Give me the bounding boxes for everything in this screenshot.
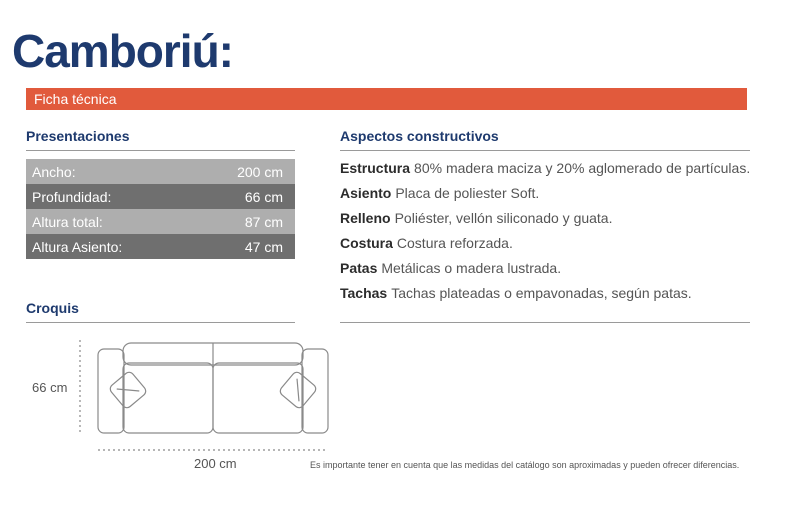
aspect-label: Relleno (340, 210, 391, 226)
aspect-text: Metálicas o madera lustrada. (381, 260, 562, 276)
spec-label: Ancho: (32, 163, 76, 180)
aspectos-bottom-divider (340, 322, 750, 323)
aspect-text: Placa de poliester Soft. (395, 185, 540, 201)
aspectos-list (340, 160, 760, 310)
aspect-row-costura (340, 235, 760, 260)
disclaimer-note: Es importante tener en cuenta que las medidas del catálogo son aproximadas y pueden ofrecer diferencias. (310, 460, 740, 470)
spec-row-altura-total (26, 209, 295, 234)
spec-label: Profundidad: (32, 188, 112, 205)
sofa-cushion-right (213, 363, 303, 433)
aspect-row-asiento (340, 185, 760, 210)
presentaciones-divider (26, 150, 295, 151)
aspect-label: Costura (340, 235, 393, 251)
ficha-tecnica-band (26, 88, 747, 110)
spec-label: Altura Asiento: (32, 238, 123, 255)
sofa-pillow-right (278, 370, 317, 409)
presentaciones-heading: Presentaciones (26, 128, 130, 144)
aspect-text: Costura reforzada. (396, 235, 513, 251)
aspect-text: Tachas plateadas o empavonadas, según patas. (391, 285, 692, 301)
width-label: 200 cm (194, 456, 237, 471)
spec-value: 200 cm (237, 163, 283, 180)
spec-label: Altura total: (32, 213, 103, 230)
aspect-text: 80% madera maciza y 20% aglomerado de partículas. (414, 160, 751, 176)
aspect-label: Patas (340, 260, 378, 276)
aspect-label: Estructura (340, 160, 411, 176)
aspect-label: Tachas (340, 285, 388, 301)
aspectos-divider (340, 150, 750, 151)
depth-label: 66 cm (32, 380, 68, 395)
spec-row-profundidad (26, 184, 295, 209)
aspect-row-relleno (340, 210, 760, 235)
aspect-label: Asiento (340, 185, 392, 201)
aspect-row-tachas (340, 285, 760, 310)
aspectos-heading: Aspectos constructivos (340, 128, 499, 144)
croquis-divider (26, 322, 295, 323)
sofa-pillow-left (108, 370, 147, 409)
spec-row-ancho (26, 159, 295, 184)
presentaciones-table (26, 159, 295, 259)
page-title: Camboriú: (12, 25, 233, 77)
sofa-sketch (70, 335, 340, 460)
ficha-tecnica-label: Ficha técnica (34, 91, 117, 107)
aspect-row-estructura (340, 160, 760, 185)
spec-value: 87 cm (244, 213, 283, 230)
croquis-heading: Croquis (26, 300, 79, 316)
spec-value: 47 cm (244, 238, 283, 255)
spec-row-altura-asiento (26, 234, 295, 259)
sofa-cushion-left (123, 363, 213, 433)
spec-value: 66 cm (244, 188, 283, 205)
aspect-row-patas (340, 260, 760, 285)
aspect-text: Poliéster, vellón siliconado y guata. (394, 210, 613, 226)
